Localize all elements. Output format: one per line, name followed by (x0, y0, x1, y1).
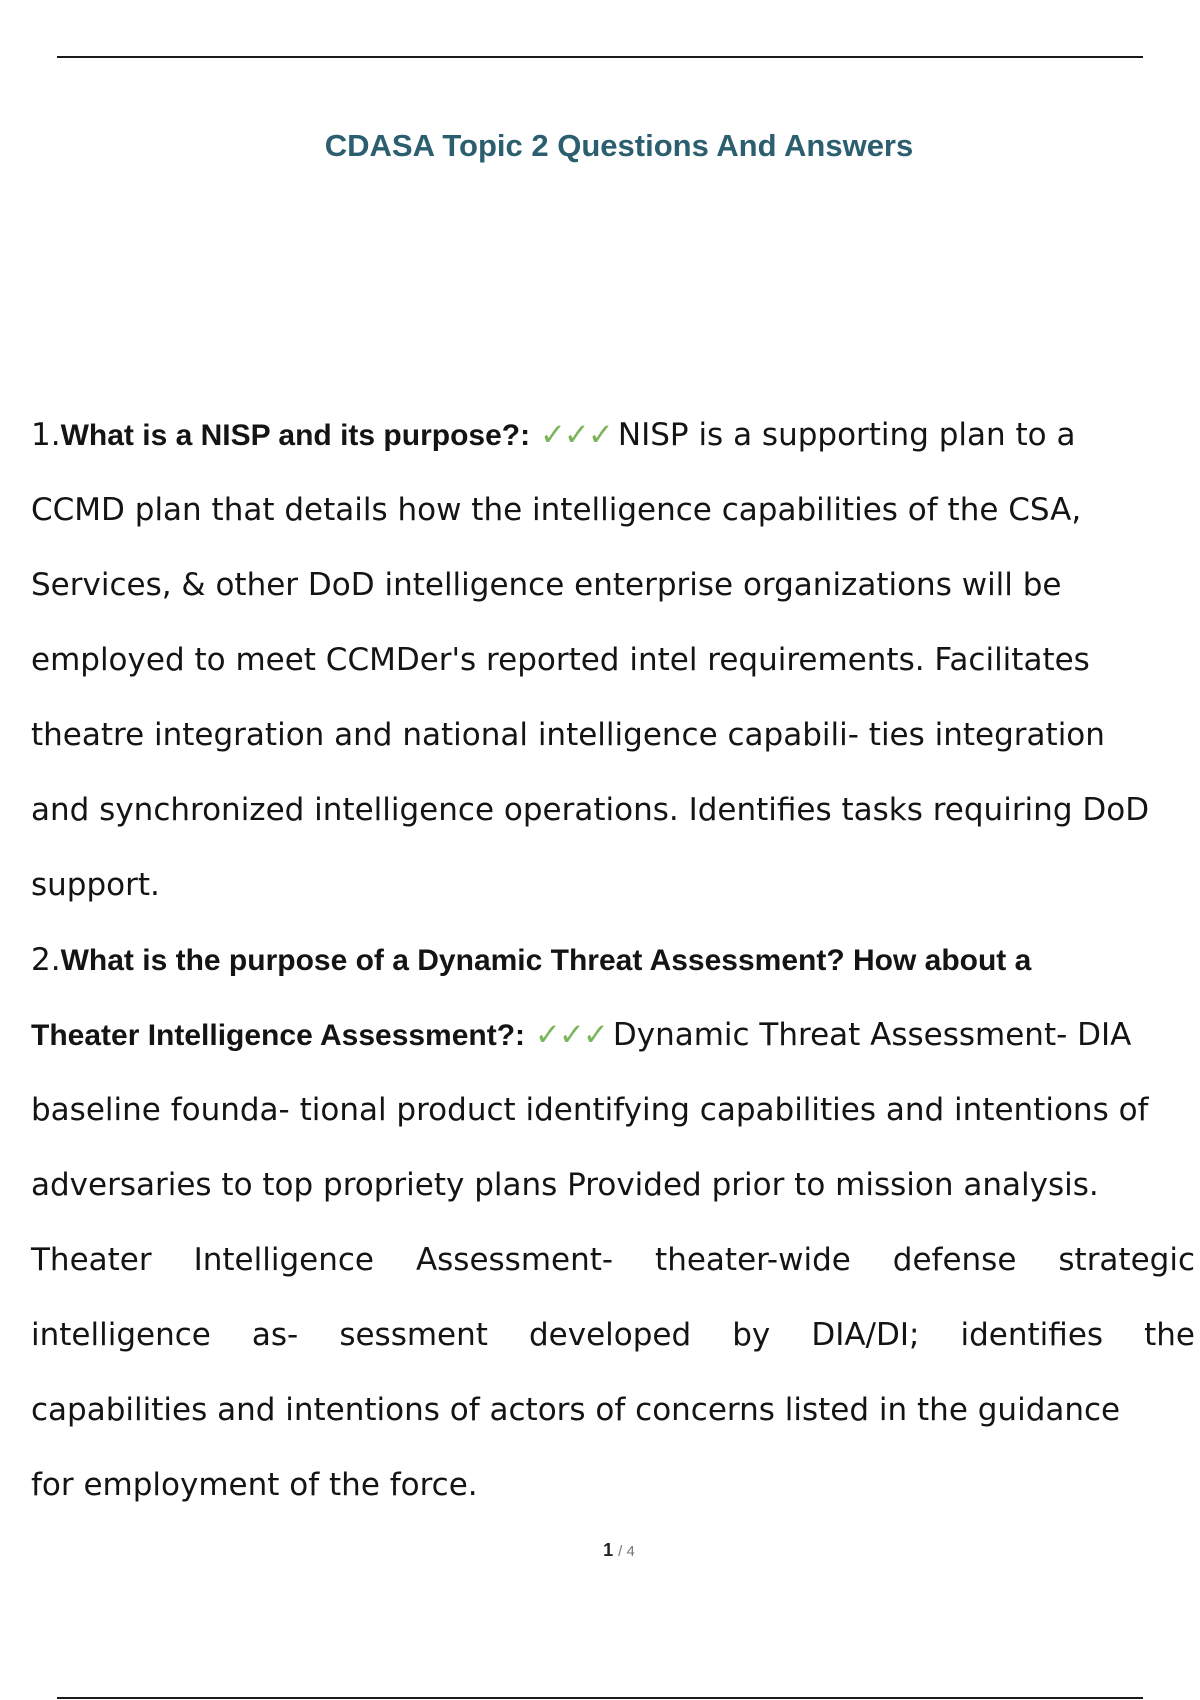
document-title: CDASA Topic 2 Questions And Answers (324, 128, 914, 163)
answer-line: employed to meet CCMDer's reported intel requirements. Facilitates (31, 642, 1090, 678)
answer-line: for employment of the force. (31, 1467, 478, 1503)
qa-item-2 (31, 923, 1195, 1523)
answer-line: and synchronized intelligence operations. Identifies tasks requiring DoD (31, 792, 1150, 828)
answer-line: baseline founda- tional product identifying capabilities and intentions of (31, 1092, 1149, 1128)
qa-1-first-line (31, 398, 1195, 473)
answer-line: Dynamic Threat Assessment- DIA (612, 1017, 1132, 1053)
bottom-rule (57, 1697, 1143, 1699)
page-current: 1 (603, 1540, 614, 1560)
qa-2-second-line (31, 998, 1195, 1073)
answer-line: Services, & other DoD intelligence enterprise organizations will be (31, 567, 1062, 603)
question-number: 1. (31, 417, 61, 453)
answer-line: theatre integration and national intelligence capabili- ties integration (31, 717, 1105, 753)
answer-line: capabilities and intentions of actors of concerns listed in the guidance (31, 1392, 1121, 1428)
page-number (0, 1540, 1200, 1561)
question-text: What is the purpose of a Dynamic Threat Assessment? How about a (60, 944, 1032, 977)
answer-line: CCMD plan that details how the intelligence capabilities of the CSA, (31, 492, 1082, 528)
qa-list (31, 398, 1195, 1523)
qa-2-first-line (31, 923, 1195, 998)
answer-line: support. (31, 867, 160, 903)
check-icon: ✓✓✓ (534, 1017, 607, 1053)
answer-line: Theater Intelligence Assessment- theater-wide defense strategic (31, 1242, 1195, 1278)
top-rule (57, 56, 1143, 58)
question-text: Theater Intelligence Assessment?: (31, 1019, 526, 1052)
qa-item-1 (31, 398, 1195, 923)
question-text: What is a NISP and its purpose?: (60, 419, 531, 452)
answer-line: intelligence as- sessment developed by DIA/DI; identifies the (31, 1317, 1195, 1353)
answer-line: adversaries to top propriety plans Provided prior to mission analysis. (31, 1167, 1099, 1203)
page-total: / 4 (618, 1543, 635, 1560)
check-icon: ✓✓✓ (539, 417, 612, 453)
answer-line: NISP is a supporting plan to a (617, 417, 1076, 453)
question-number: 2. (31, 942, 61, 978)
